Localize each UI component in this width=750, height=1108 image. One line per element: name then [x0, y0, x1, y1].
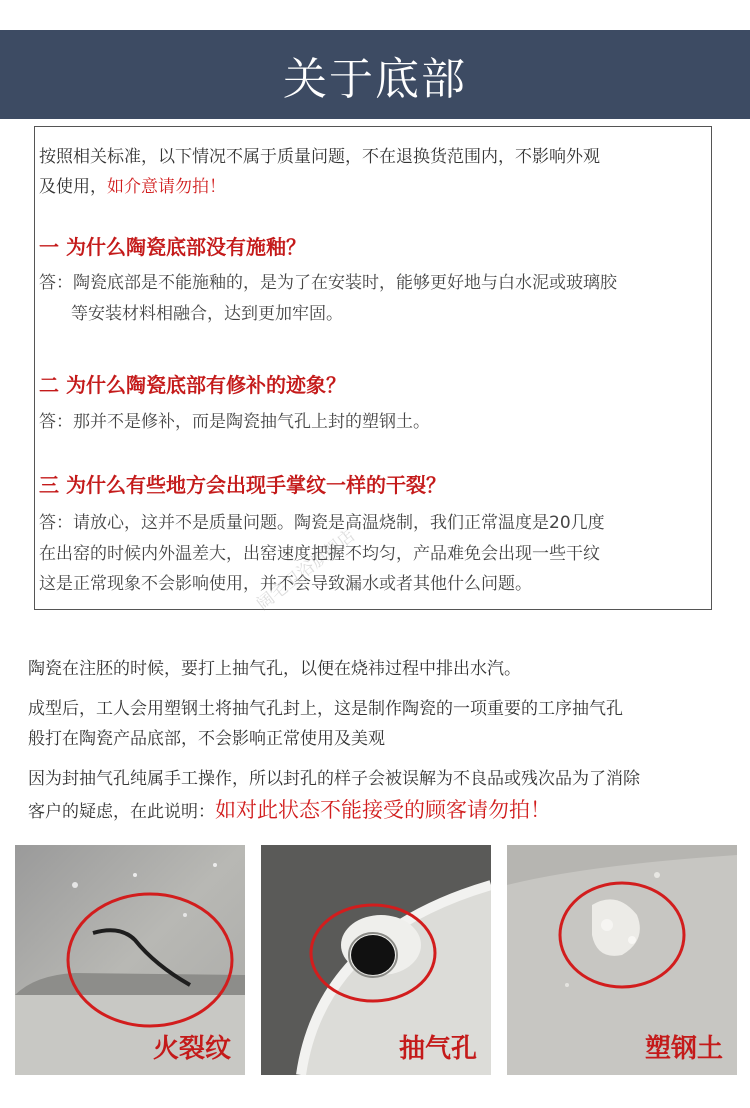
intro-line-2-prefix: 及使用，: [39, 177, 107, 197]
store-watermark: 阔宅卫浴旗舰店: [253, 525, 360, 615]
faq-answer-3-line-1: 答：请放心，这并不是质量问题。陶瓷是高温烧制，我们正常温度是20几度: [39, 513, 605, 533]
faq-question-1: 一 为什么陶瓷底部没有施釉？: [39, 235, 306, 259]
explanation-line-3: 般打在陶瓷产品底部，不会影响正常使用及美观: [28, 729, 385, 749]
explanation-warning: 如对此状态不能接受的顾客请勿拍！: [215, 798, 551, 822]
explanation-line-1: 陶瓷在注胚的时候，要打上抽气孔，以便在烧祎过程中排出水汽。: [28, 659, 521, 679]
faq-question-2: 二 为什么陶瓷底部有修补的迹象？: [39, 373, 346, 397]
explanation-line-5-prefix: 客户的疑虑，在此说明：: [28, 802, 215, 822]
faq-answer-3-line-3: 这是正常现象不会影响使用，并不会导致漏水或者其他什么问题。: [39, 574, 532, 594]
faq-answer-3-line-2: 在出窑的时候内外温差大，出窑速度把握不均匀，产品难免会出现一些干纹: [39, 544, 600, 564]
page-title: 关于底部: [283, 53, 467, 105]
photo-caption-vent-hole: 抽气孔: [398, 1034, 477, 1064]
photo-putty: [507, 845, 737, 1075]
explanation-line-2: 成型后，工人会用塑钢土将抽气孔封上，这是制作陶瓷的一项重要的工序抽气孔: [28, 699, 623, 719]
photo-vent-hole: [261, 845, 491, 1075]
faq-answer-2-line-1: 答：那并不是修补，而是陶瓷抽气孔上封的塑钢土。: [39, 412, 430, 432]
faq-answer-1-line-1: 答：陶瓷底部是不能施釉的，是为了在安装时，能够更好地与白水泥或玻璃胶: [39, 273, 617, 293]
photo-caption-putty: 塑钢土: [644, 1034, 723, 1064]
explanation-line-5: [28, 794, 551, 824]
page-header: [0, 30, 750, 119]
intro-line-1: 按照相关标准，以下情况不属于质量问题，不在退换货范围内，不影响外观: [39, 147, 600, 167]
faq-question-3: 三 为什么有些地方会出现手掌纹一样的干裂？: [39, 473, 446, 497]
faq-box: [34, 126, 712, 610]
intro-warning: 如介意请勿拍！: [107, 177, 226, 197]
intro-line-2: [39, 172, 226, 202]
photo-caption-crack: 火裂纹: [152, 1034, 231, 1064]
faq-answer-1-line-2: 等安装材料相融合，达到更加牢固。: [71, 304, 343, 324]
photo-crack: [15, 845, 245, 1075]
explanation-line-4: 因为封抽气孔纯属手工操作，所以封孔的样子会被误解为不良品或残次品为了消除: [28, 769, 640, 789]
